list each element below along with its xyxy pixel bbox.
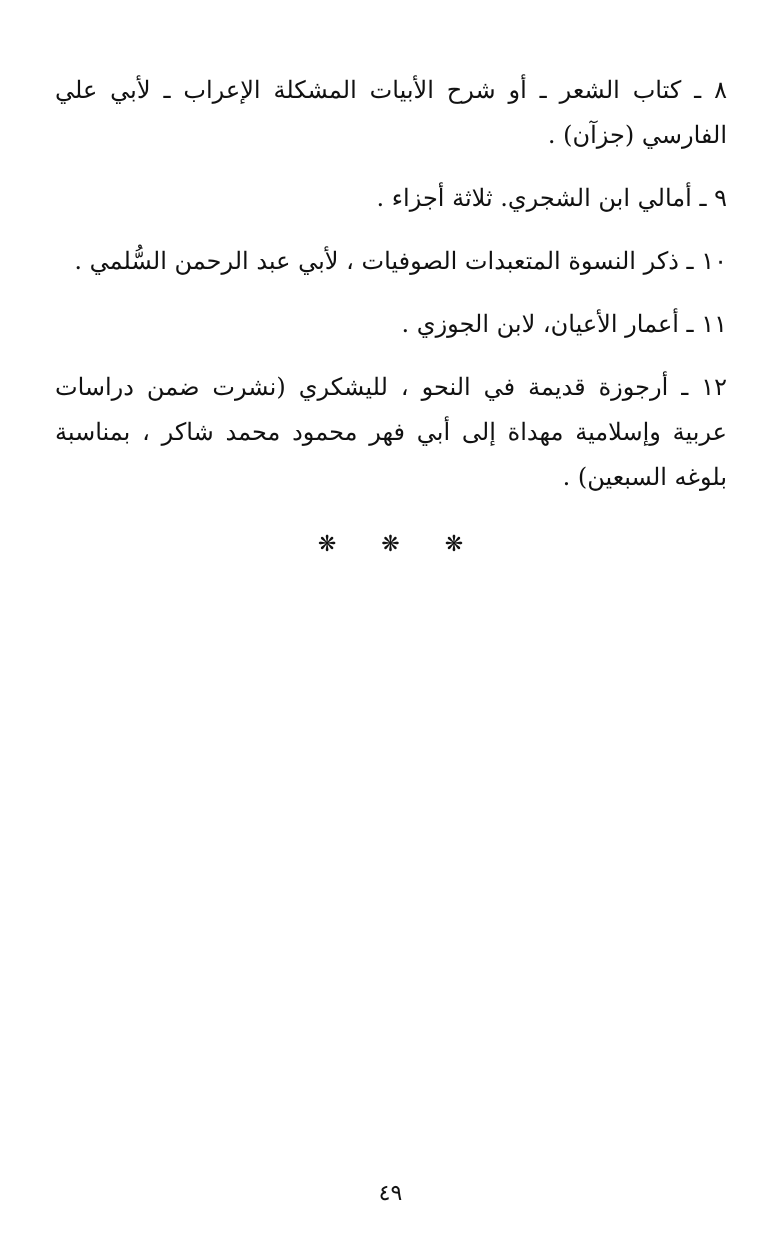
asterism-icon: ❋: [317, 532, 337, 557]
book-list: [55, 68, 727, 518]
list-item-10: ١٠ ـ ذكر النسوة المتعبدات الصوفيات ، لأبي عبد الرحمن السُّلمي .: [74, 247, 727, 275]
asterism-icon: ❋: [381, 532, 400, 557]
list-item-12: ١٢ ـ أرجوزة قديمة في النحو ، لليشكري (نشرت ضمن دراسات عربية وإسلامية مهداة إلى أبي فهر محمود محمد شاكر ، بمناسبة بلوغه السبعين) .: [55, 373, 727, 491]
list-item-11: ١١ ـ أعمار الأعيان، لابن الجوزي .: [401, 310, 727, 338]
section-separator: [0, 532, 781, 557]
asterism-icon: ❋: [444, 532, 464, 557]
list-item-8: ٨ ـ كتاب الشعر ـ أو شرح الأبيات المشكلة الإعراب ـ لأبي علي الفارسي (جزآن) .: [55, 76, 727, 149]
page-number: ٤٩: [378, 1181, 403, 1206]
list-item-9: ٩ ـ أمالي ابن الشجري. ثلاثة أجزاء .: [376, 184, 727, 212]
